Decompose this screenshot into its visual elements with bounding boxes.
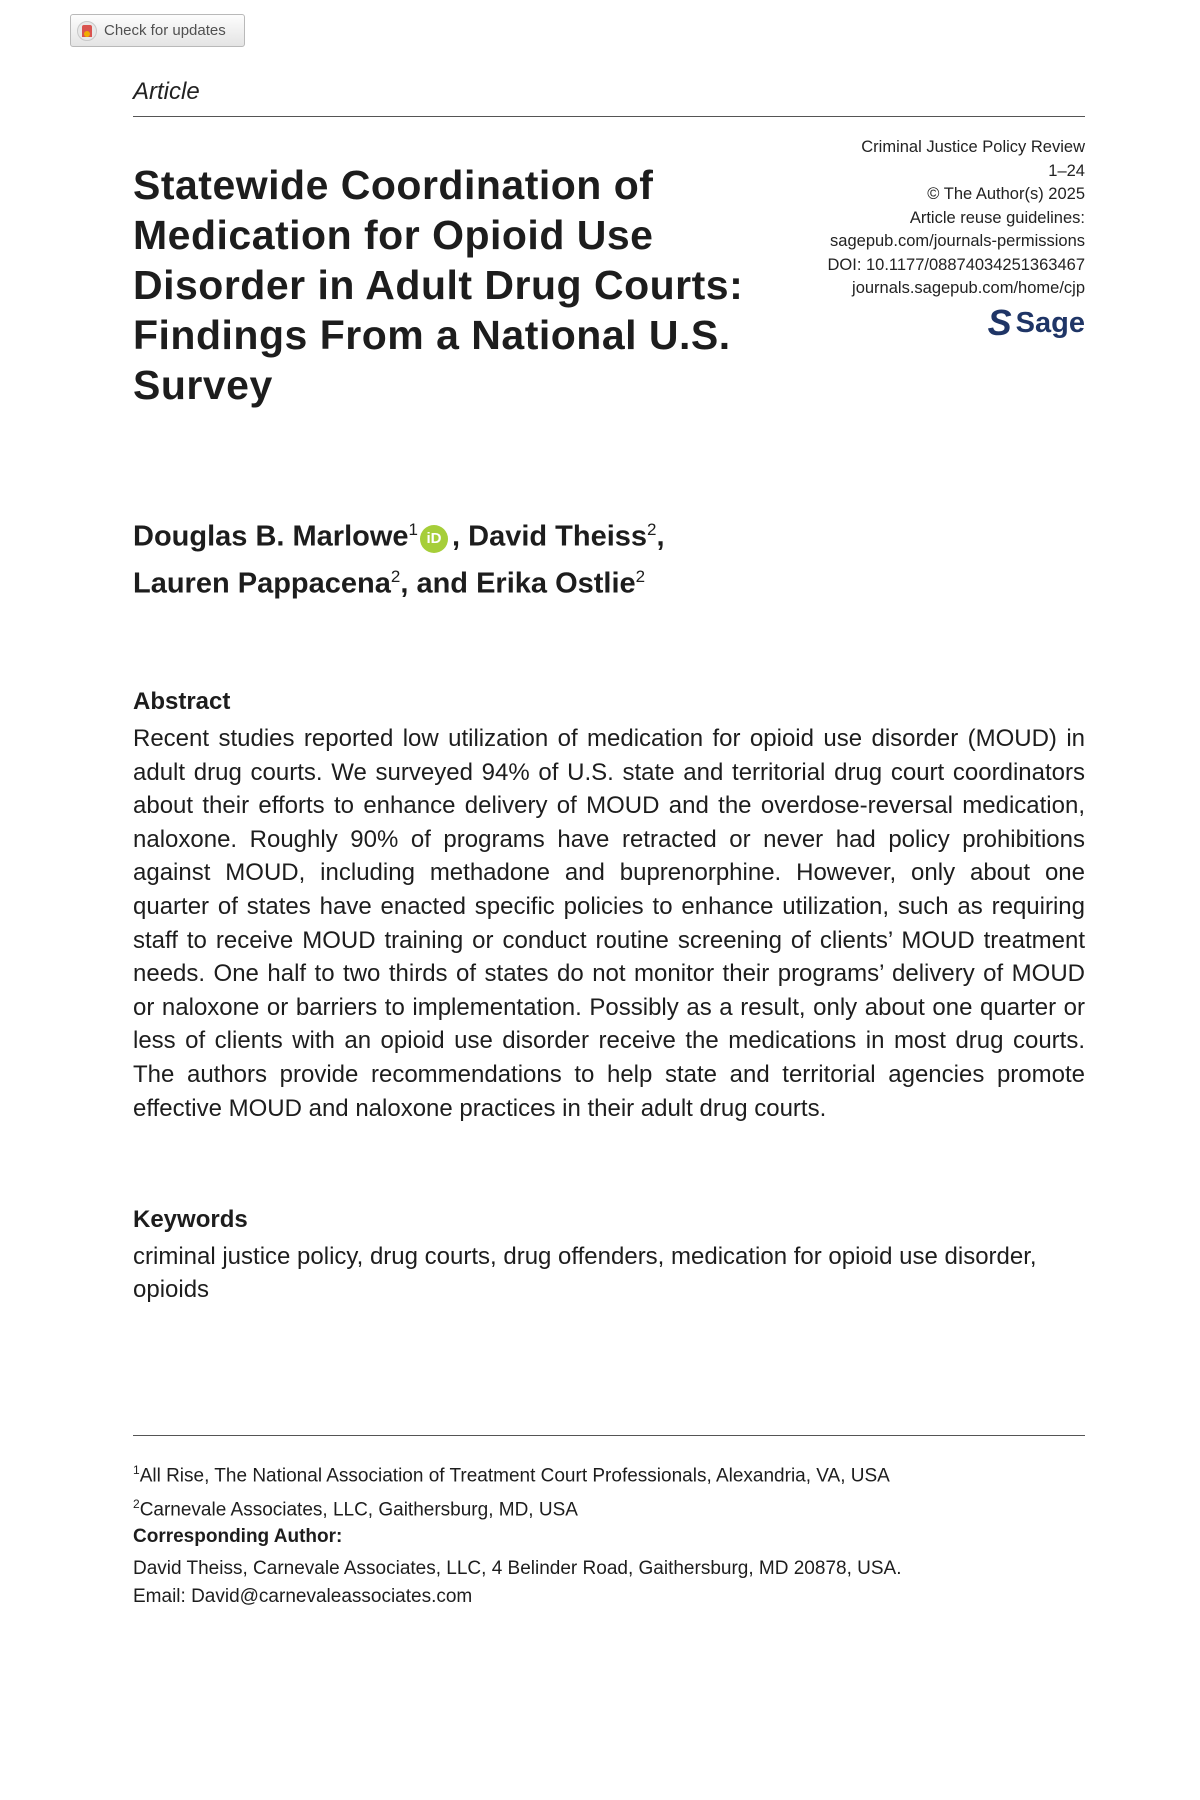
affiliation-item: $^2$Carnevale Associates, LLC, Gaithersburg, MD, USA: [133, 1497, 578, 1521]
page-range: 1–24: [1048, 161, 1085, 180]
check-updates-icon: [77, 21, 97, 41]
affiliation-marker: 1: [408, 520, 419, 539]
reuse-guidelines-label: Article reuse guidelines:: [909, 208, 1085, 227]
doi[interactable]: DOI: 10.1177/08874034251363467: [827, 255, 1085, 274]
affiliation-marker: 2: [635, 566, 646, 586]
article-title: Statewide Coordination of Medication for Opioid Use Disorder in Adult Drug Courts: Findings From a National U.S. Survey: [133, 162, 744, 408]
corresponding-email[interactable]: Email: David@carnevaleassociates.com: [133, 1586, 473, 1607]
affiliations: [133, 1456, 890, 1525]
keywords-text: criminal justice policy, drug courts, drug offenders, medication for opioid use disorder, opioids: [133, 1243, 1037, 1303]
journal-name: Criminal Justice Policy Review: [861, 138, 1085, 156]
article-type: Article: [133, 78, 200, 105]
journal-metadata: [827, 136, 1085, 301]
check-for-updates-button[interactable]: [70, 14, 245, 47]
check-for-updates-label: Check for updates: [104, 22, 226, 39]
orcid-icon[interactable]: iD: [420, 525, 448, 553]
header-divider: [133, 116, 1085, 117]
permissions-link[interactable]: sagepub.com/journals-permissions: [830, 232, 1085, 250]
abstract-text: Recent studies reported low utilization of medication for opioid use disorder (MOUD) in adult drug courts. We surveyed 94% of U.S. state and territorial drug court coordinators about their efforts to enhance delivery of MOUD and the overdose-reversal medication, naloxone. Roughly 90% of programs have retracted or never had policy prohibitions against MOUD, including methadone and buprenorphine. However, only about one quarter of states have enacted specific policies to enhance utilization, such as requiring staff to receive MOUD training or conduct routine screening of clients’ MOUD treatment needs. One half to two thirds of states do not monitor their programs’ delivery of MOUD or naloxone or barriers to implementation. Possibly as a result, only about one quarter or less of clients with an opioid use disorder receive the medications in most drug courts. The authors provide recommendations to help state and territorial agencies promote effective MOUD and naloxone practices in their adult drug courts.: [133, 725, 1085, 1122]
author-list: Douglas B. Marlowe$^1$ iD , David Theiss$^2$, Lauren Pappacena$^2$, and Erika Ostlie$^2$: [133, 520, 665, 600]
footnote-divider: [133, 1435, 1085, 1436]
sage-logo-icon[interactable]: S Sage: [987, 302, 1085, 343]
keywords-heading: Keywords: [133, 1206, 248, 1233]
publisher-name: Sage: [1015, 307, 1085, 339]
affiliation-marker: 2: [390, 566, 401, 586]
affiliation-item: $^1$All Rise, The National Association of Treatment Court Professionals, Alexandria, VA, USA: [133, 1463, 890, 1487]
corresponding-author-details: [133, 1555, 901, 1611]
journal-link[interactable]: journals.sagepub.com/home/cjp: [852, 279, 1085, 297]
copyright: © The Author(s) 2025: [927, 185, 1085, 203]
corresponding-author-heading: Corresponding Author:: [133, 1526, 343, 1547]
abstract-heading: Abstract: [133, 688, 231, 715]
author-name: David Theiss: [468, 520, 648, 553]
author-name: Douglas B. Marlowe: [133, 520, 409, 553]
affiliation-marker: 2: [647, 520, 657, 539]
author-name: Lauren Pappacena: [133, 567, 391, 600]
author-name: Erika Ostlie: [476, 567, 636, 600]
corresponding-address: David Theiss, Carnevale Associates, LLC, 4 Belinder Road, Gaithersburg, MD 20878, USA.: [133, 1558, 902, 1579]
